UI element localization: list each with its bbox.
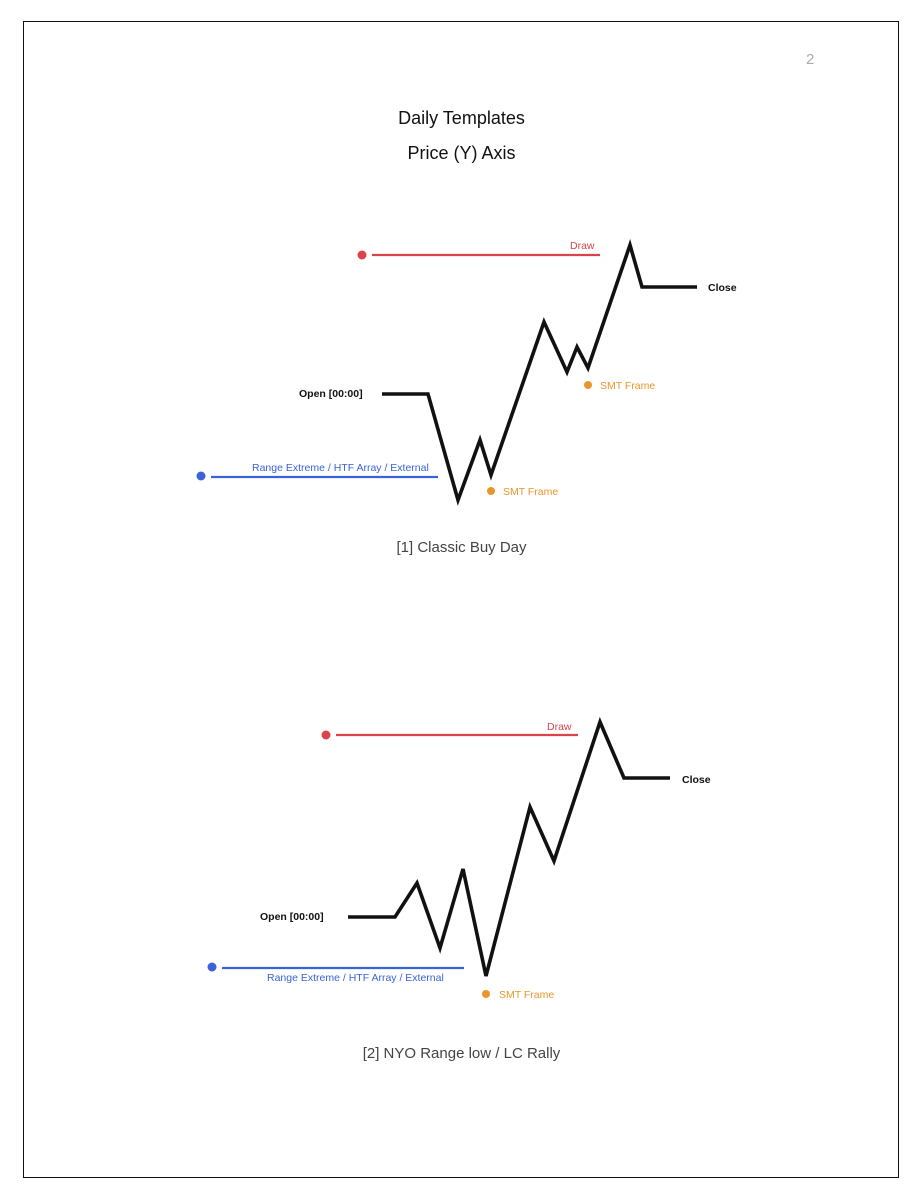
- open-label: Open [00:00]: [299, 388, 363, 400]
- diagram-nyo-range-low: [208, 721, 711, 1001]
- diagram-classic-buy-day: [197, 240, 737, 500]
- price-path: [348, 722, 670, 976]
- page-subtitle: Price (Y) Axis: [407, 143, 516, 163]
- smt-marker: [482, 990, 490, 998]
- range-marker: [197, 472, 206, 481]
- draw-marker: [358, 251, 367, 260]
- diagram-caption: [2] NYO Range low / LC Rally: [362, 1045, 561, 1062]
- draw-marker: [322, 731, 331, 740]
- range-label: Range Extreme / HTF Array / External: [252, 462, 429, 474]
- smt-label: SMT Frame: [503, 486, 559, 498]
- page-title: Daily Templates: [398, 108, 525, 128]
- close-label: Close: [708, 282, 737, 294]
- diagram-caption: [1] Classic Buy Day: [396, 539, 527, 556]
- range-label: Range Extreme / HTF Array / External: [267, 972, 444, 984]
- smt-marker: [487, 487, 495, 495]
- draw-label: Draw: [547, 721, 572, 733]
- close-label: Close: [682, 774, 711, 786]
- range-marker: [208, 963, 217, 972]
- draw-label: Draw: [570, 240, 595, 252]
- smt-label: SMT Frame: [600, 380, 656, 392]
- open-label: Open [00:00]: [260, 911, 324, 923]
- smt-marker: [584, 381, 592, 389]
- price-path: [382, 245, 697, 500]
- page-number: 2: [806, 51, 815, 68]
- smt-label: SMT Frame: [499, 989, 555, 1001]
